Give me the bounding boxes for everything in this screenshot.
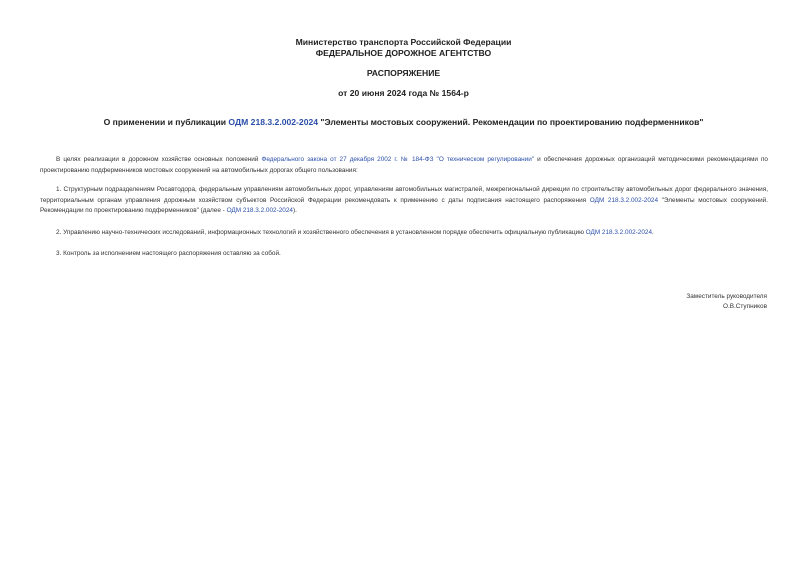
ministry-name: Министерство транспорта Российской Федерации [295,37,512,47]
item-1-odm-link-2[interactable]: ОДМ 218.3.2.002-2024 [226,207,293,214]
agency-name: ФЕДЕРАЛЬНОЕ ДОРОЖНОЕ АГЕНТСТВО [315,48,492,58]
document-type: РАСПОРЯЖЕНИЕ [366,68,441,78]
item-1-text-2: "Элементы мостовых сооружений. Рекомендации по проектированию подферменников" (далее - [40,196,769,214]
preamble-text-2: и обеспечения дорожных организаций методическими рекомендациями по проектированию подферменников мостовых сооружений на автомобильных дорогах общего пользования: [40,156,768,174]
preamble-text-1: В целях реализации в дорожном хозяйстве основных положений [56,156,262,163]
item-2-odm-link[interactable]: ОДМ 218.3.2.002-2024 [585,229,653,236]
item-2-text-2: . [652,229,654,236]
preamble-paragraph [40,155,768,176]
item-1-text-3: ). [292,207,297,214]
item-3-paragraph: 3. Контроль за исполнением настоящего распоряжения оставляю за собой. [56,250,281,257]
federal-law-link[interactable]: Федерального закона от 27 декабря 2002 г. № 184-ФЗ "О техническом регулировании" [261,156,535,163]
item-2-paragraph [40,228,768,239]
document-title [0,117,807,128]
item-2-text-1: 2. Управлению научно-технических исследований, информационных технологий и хозяйственного обеспечения в установленном порядке обеспечить официальную публикацию [56,229,586,236]
signature-name: О.В.Ступников [723,303,767,310]
signature-position: Заместитель руководителя [686,293,767,300]
item-1-paragraph [40,185,768,217]
item-1-text-1: 1. Структурным подразделениям Росавтодора, федеральным управлениям автомобильных дорог, управлениям автомобильных магистралей, межрегиональной дирекции по строительству автомобильных дорог федерального значения, территориальным органам управления дорожным хозяйством субъектов Российской Федерации рекомендовать к применению с даты подписания настоящего распоряжения [40,186,768,204]
title-prefix: О применении и публикации [103,117,229,127]
item-1-odm-link-1[interactable]: ОДМ 218.3.2.002-2024 [589,196,659,204]
title-suffix: "Элементы мостовых сооружений. Рекомендации по проектированию подферменников" [318,117,704,127]
document-date: от 20 июня 2024 года № 1564-р [338,88,469,98]
title-odm-link[interactable]: ОДМ 218.3.2.002-2024 [228,117,319,127]
